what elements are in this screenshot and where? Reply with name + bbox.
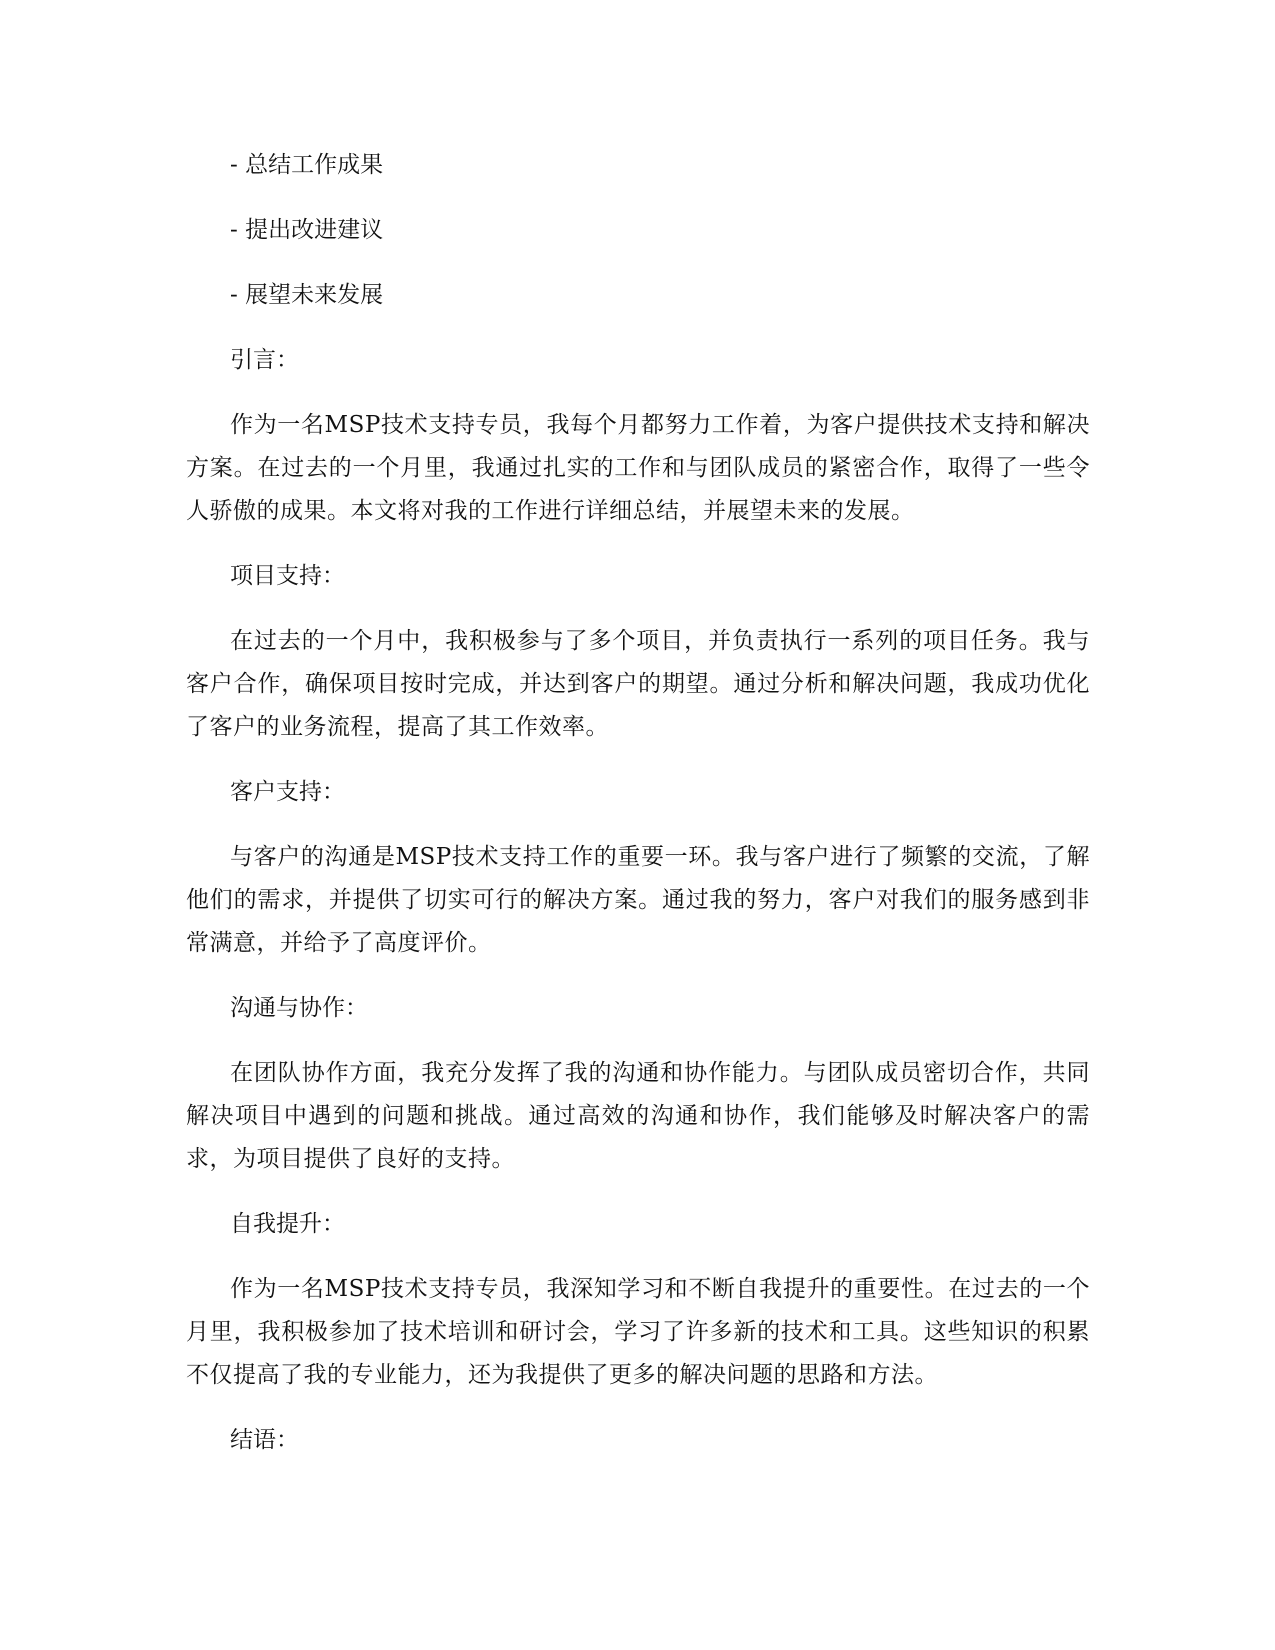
- section-paragraph-project-support: 在过去的一个月中，我积极参与了多个项目，并负责执行一系列的项目任务。我与客户合作，确保项目按时完成，并达到客户的期望。通过分析和解决问题，我成功优化了客户的业务流程，提高了其工作效率。: [186, 628, 1090, 740]
- section-heading-conclusion: 结语：: [230, 1427, 299, 1453]
- section-heading-customer-support: 客户支持：: [230, 779, 345, 805]
- document-body: [186, 144, 1090, 1484]
- list-item: - 总结工作成果: [230, 152, 384, 178]
- section-paragraph-customer-support: 与客户的沟通是MSP技术支持工作的重要一环。我与客户进行了频繁的交流，了解他们的需求，并提供了切实可行的解决方案。通过我的努力，客户对我们的服务感到非常满意，并给予了高度评价。: [186, 844, 1090, 956]
- section-paragraph-introduction: 作为一名MSP技术支持专员，我每个月都努力工作着，为客户提供技术支持和解决方案。在过去的一个月里，我通过扎实的工作和与团队成员的紧密合作，取得了一些令人骄傲的成果。本文将对我的工作进行详细总结，并展望未来的发展。: [186, 412, 1090, 524]
- section-heading-project-support: 项目支持：: [230, 563, 345, 589]
- section-paragraph-communication: 在团队协作方面，我充分发挥了我的沟通和协作能力。与团队成员密切合作，共同解决项目中遇到的问题和挑战。通过高效的沟通和协作，我们能够及时解决客户的需求，为项目提供了良好的支持。: [186, 1060, 1090, 1172]
- list-item: - 展望未来发展: [230, 282, 384, 308]
- section-heading-self-improvement: 自我提升：: [230, 1211, 345, 1237]
- section-heading-communication: 沟通与协作：: [230, 995, 368, 1021]
- section-heading-introduction: 引言：: [230, 347, 299, 373]
- list-item: - 提出改进建议: [230, 217, 384, 243]
- section-paragraph-self-improvement: 作为一名MSP技术支持专员，我深知学习和不断自我提升的重要性。在过去的一个月里，我积极参加了技术培训和研讨会，学习了许多新的技术和工具。这些知识的积累不仅提高了我的专业能力，还为我提供了更多的解决问题的思路和方法。: [186, 1276, 1090, 1388]
